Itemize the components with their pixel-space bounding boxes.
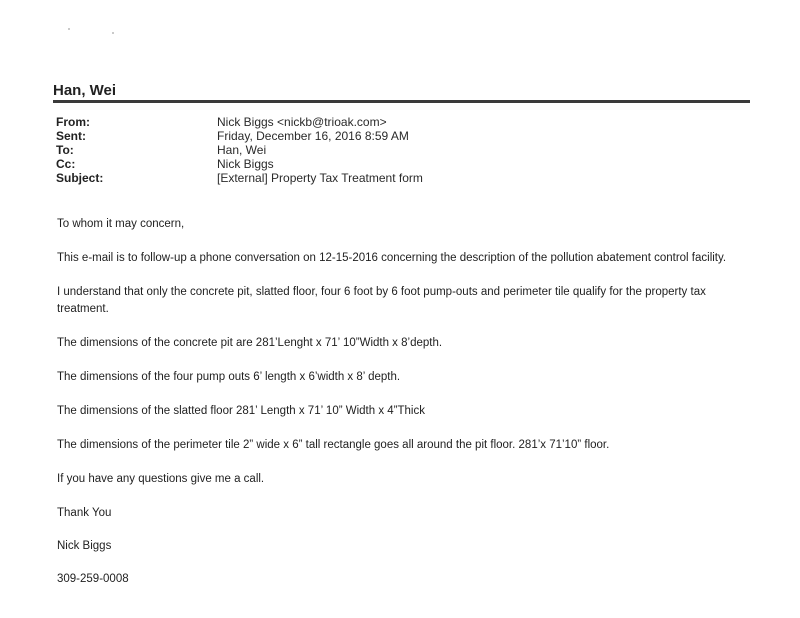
- header-row-sent: [56, 129, 423, 143]
- scan-speck: [112, 32, 114, 34]
- email-body: [57, 216, 757, 604]
- body-paragraph: This e-mail is to follow-up a phone conversation on 12-15-2016 concerning the description of the pollution abatement control facility.: [57, 252, 727, 264]
- scan-specks: [66, 26, 126, 38]
- header-row-subject: [56, 171, 423, 185]
- email-headers: [56, 115, 423, 185]
- subject-label: Subject:: [56, 171, 104, 185]
- body-paragraph: If you have any questions give me a call.: [57, 473, 265, 485]
- sent-value: Friday, December 16, 2016 8:59 AM: [217, 129, 409, 143]
- to-label: To:: [56, 143, 74, 157]
- header-row-to: [56, 143, 423, 157]
- signature-name: Nick Biggs: [57, 540, 112, 552]
- scan-speck: [68, 28, 70, 30]
- mailbox-owner: Han, Wei: [53, 82, 117, 99]
- header-divider: [53, 100, 750, 103]
- from-label: From:: [56, 115, 90, 129]
- body-paragraph: The dimensions of the concrete pit are 281’Lenght x 71’ 10”Width x 8’depth.: [57, 337, 443, 349]
- body-paragraph: The dimensions of the perimeter tile 2” wide x 6” tall rectangle goes all around the pit floor. 281’x 71’10” floor.: [57, 439, 610, 451]
- header-row-cc: [56, 157, 423, 171]
- sent-label: Sent:: [56, 129, 86, 143]
- subject-value: [External] Property Tax Treatment form: [217, 171, 423, 185]
- cc-value: Nick Biggs: [217, 157, 274, 171]
- body-paragraph: I understand that only the concrete pit, slatted floor, four 6 foot by 6 foot pump-outs and perimeter tile qualify for the property tax treatment.: [57, 286, 706, 315]
- to-value: Han, Wei: [217, 143, 267, 157]
- signature-phone: 309-259-0008: [57, 573, 129, 585]
- header-row-from: [56, 115, 423, 129]
- closing: Thank You: [57, 507, 112, 519]
- cc-label: Cc:: [56, 157, 76, 171]
- body-paragraph: The dimensions of the four pump outs 6’ length x 6’width x 8’ depth.: [57, 371, 401, 383]
- from-value: Nick Biggs <nickb@trioak.com>: [217, 115, 387, 129]
- body-paragraph: The dimensions of the slatted floor 281’ Length x 71’ 10” Width x 4”Thick: [57, 405, 425, 417]
- greeting: To whom it may concern,: [57, 218, 185, 230]
